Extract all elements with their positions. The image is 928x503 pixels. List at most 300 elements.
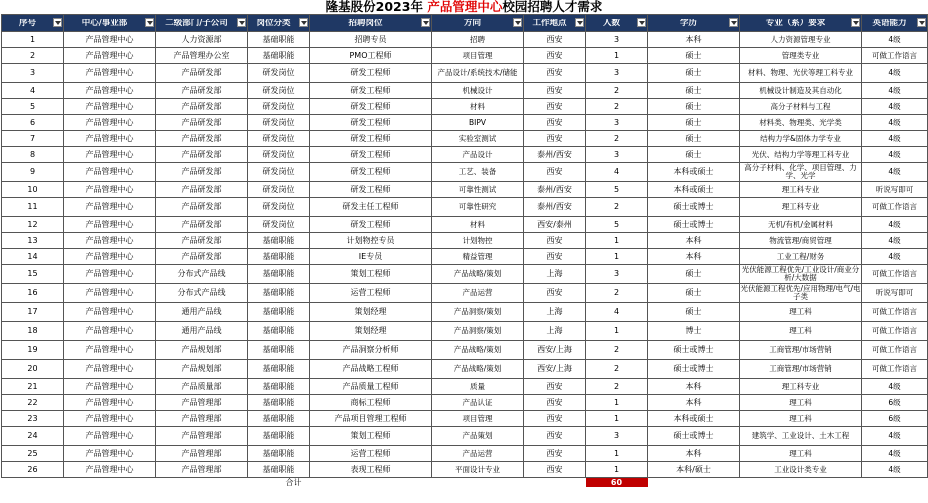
table-cell[interactable]: 产品管理中心 — [64, 265, 156, 284]
table-cell[interactable]: 平面设计专业 — [432, 462, 524, 478]
filter-dropdown-icon[interactable] — [917, 18, 926, 27]
table-cell[interactable]: 产品洞察/策划 — [432, 322, 524, 341]
table-cell[interactable]: 5 — [2, 99, 64, 115]
table-cell[interactable]: 听说写即可 — [862, 284, 928, 303]
table-cell[interactable]: 4级 — [862, 163, 928, 182]
table-cell[interactable]: 产品运营 — [432, 284, 524, 303]
table-cell[interactable]: 通用产品线 — [156, 322, 248, 341]
filter-dropdown-icon[interactable] — [299, 18, 308, 27]
table-cell[interactable]: 策划经理 — [310, 303, 432, 322]
table-cell[interactable]: 研发岗位 — [248, 147, 310, 163]
table-cell[interactable]: 2 — [2, 48, 64, 64]
table-cell[interactable]: 4级 — [862, 379, 928, 395]
table-cell[interactable]: 6级 — [862, 411, 928, 427]
table-cell[interactable]: 17 — [2, 303, 64, 322]
table-cell[interactable]: 研发工程师 — [310, 217, 432, 233]
table-cell[interactable]: 硕士或博士 — [648, 198, 740, 217]
table-cell[interactable]: 研发岗位 — [248, 163, 310, 182]
table-cell[interactable]: 本科 — [648, 379, 740, 395]
table-cell[interactable]: 6级 — [862, 395, 928, 411]
table-cell[interactable]: 本科 — [648, 32, 740, 48]
table-cell[interactable]: 运营工程师 — [310, 446, 432, 462]
table-cell[interactable]: 理工科 — [740, 322, 862, 341]
table-cell[interactable]: 分布式产品线 — [156, 265, 248, 284]
table-cell[interactable]: 理工科专业 — [740, 182, 862, 198]
table-cell[interactable]: 1 — [586, 48, 648, 64]
table-cell[interactable]: 研发岗位 — [248, 217, 310, 233]
table-cell[interactable]: 研发工程师 — [310, 147, 432, 163]
table-cell[interactable]: 策划经理 — [310, 322, 432, 341]
table-cell[interactable]: 研发工程师 — [310, 131, 432, 147]
table-cell[interactable]: 产品规划部 — [156, 341, 248, 360]
table-cell[interactable]: 硕士 — [648, 64, 740, 83]
table-cell[interactable]: 策划工程师 — [310, 265, 432, 284]
table-cell[interactable]: 工商管理/市场营销 — [740, 360, 862, 379]
table-cell[interactable]: 产品管理中心 — [64, 198, 156, 217]
table-cell[interactable]: 研发工程师 — [310, 163, 432, 182]
table-cell[interactable]: 4 — [586, 303, 648, 322]
table-cell[interactable]: 上海 — [524, 303, 586, 322]
table-cell[interactable]: 4级 — [862, 32, 928, 48]
table-cell[interactable]: 研发工程师 — [310, 182, 432, 198]
table-cell[interactable]: 2 — [586, 360, 648, 379]
table-cell[interactable]: 产品管理中心 — [64, 462, 156, 478]
table-cell[interactable]: 4级 — [862, 446, 928, 462]
table-cell[interactable]: 产品管理中心 — [64, 284, 156, 303]
table-cell[interactable]: 西安 — [524, 83, 586, 99]
table-cell[interactable]: 4 — [586, 163, 648, 182]
table-cell[interactable]: 光伏能源工程优先/工业设计/商业分析/大数据 — [740, 265, 862, 284]
table-cell[interactable]: 产品管理中心 — [64, 249, 156, 265]
table-cell[interactable]: 基础职能 — [248, 48, 310, 64]
table-cell[interactable]: 2 — [586, 341, 648, 360]
table-cell[interactable]: 基础职能 — [248, 249, 310, 265]
table-cell[interactable]: 2 — [586, 83, 648, 99]
table-cell[interactable]: 产品管理中心 — [64, 182, 156, 198]
filter-dropdown-icon[interactable] — [53, 18, 62, 27]
table-cell[interactable]: 2 — [586, 99, 648, 115]
table-cell[interactable]: 精益管理 — [432, 249, 524, 265]
table-cell[interactable]: 西安 — [524, 32, 586, 48]
table-cell[interactable]: 西安 — [524, 64, 586, 83]
table-cell[interactable]: 西安 — [524, 163, 586, 182]
table-cell[interactable]: 产品研发部 — [156, 131, 248, 147]
table-cell[interactable]: 听说写即可 — [862, 182, 928, 198]
table-cell[interactable]: 产品管理中心 — [64, 322, 156, 341]
table-cell[interactable]: 光伏、结构力学等理工科专业 — [740, 147, 862, 163]
table-cell[interactable]: 基础职能 — [248, 379, 310, 395]
table-cell[interactable]: 计划物控 — [432, 233, 524, 249]
table-cell[interactable]: 西安 — [524, 411, 586, 427]
table-cell[interactable]: 产品管理中心 — [64, 163, 156, 182]
table-cell[interactable]: 23 — [2, 411, 64, 427]
table-cell[interactable]: 产品运营 — [432, 446, 524, 462]
table-cell[interactable]: 材料、物理、光伏等理工科专业 — [740, 64, 862, 83]
table-cell[interactable]: 4级 — [862, 147, 928, 163]
table-cell[interactable]: 产品管理中心 — [64, 99, 156, 115]
table-cell[interactable]: 3 — [586, 147, 648, 163]
table-cell[interactable]: 机械设计 — [432, 83, 524, 99]
table-cell[interactable]: 产品研发部 — [156, 99, 248, 115]
table-cell[interactable]: 无机/有机/金属材料 — [740, 217, 862, 233]
table-cell[interactable]: 产品管理中心 — [64, 147, 156, 163]
table-cell[interactable]: 1 — [586, 411, 648, 427]
table-cell[interactable]: 基础职能 — [248, 411, 310, 427]
table-cell[interactable]: 3 — [586, 32, 648, 48]
table-cell[interactable]: 西安/泰州 — [524, 217, 586, 233]
table-cell[interactable]: 研发岗位 — [248, 99, 310, 115]
table-cell[interactable]: 产品管理中心 — [64, 379, 156, 395]
table-cell[interactable]: 西安 — [524, 131, 586, 147]
filter-dropdown-icon[interactable] — [637, 18, 646, 27]
table-cell[interactable]: 产品管理部 — [156, 427, 248, 446]
table-cell[interactable]: 本科或硕士 — [648, 163, 740, 182]
table-cell[interactable]: 基础职能 — [248, 341, 310, 360]
table-cell[interactable]: 理工科 — [740, 395, 862, 411]
table-cell[interactable]: 产品策划 — [432, 427, 524, 446]
table-cell[interactable]: 分布式产品线 — [156, 284, 248, 303]
table-cell[interactable]: 人力资源部 — [156, 32, 248, 48]
table-cell[interactable]: 基础职能 — [248, 322, 310, 341]
summary-total[interactable]: 60 — [586, 478, 648, 488]
table-cell[interactable]: 研发岗位 — [248, 182, 310, 198]
table-cell[interactable]: 招聘专员 — [310, 32, 432, 48]
table-cell[interactable]: 3 — [2, 64, 64, 83]
table-cell[interactable]: 产品管理办公室 — [156, 48, 248, 64]
table-cell[interactable]: 产品战略/策划 — [432, 360, 524, 379]
table-cell[interactable]: 硕士 — [648, 131, 740, 147]
table-cell[interactable]: 西安 — [524, 233, 586, 249]
table-cell[interactable]: 产品研发部 — [156, 198, 248, 217]
table-cell[interactable]: 硕士 — [648, 147, 740, 163]
table-cell[interactable]: 可做工作语言 — [862, 322, 928, 341]
table-cell[interactable]: 产品管理中心 — [64, 64, 156, 83]
table-cell[interactable]: 产品管理中心 — [64, 360, 156, 379]
table-cell[interactable]: 5 — [586, 217, 648, 233]
table-cell[interactable]: 产品洞察/策划 — [432, 303, 524, 322]
table-cell[interactable]: 硕士或博士 — [648, 217, 740, 233]
table-cell[interactable]: 4级 — [862, 249, 928, 265]
table-cell[interactable]: 基础职能 — [248, 360, 310, 379]
table-cell[interactable]: 4级 — [862, 64, 928, 83]
table-cell[interactable]: 11 — [2, 198, 64, 217]
table-cell[interactable]: 产品项目管理工程师 — [310, 411, 432, 427]
table-cell[interactable]: 人力资源管理专业 — [740, 32, 862, 48]
table-cell[interactable]: 可做工作语言 — [862, 341, 928, 360]
table-cell[interactable]: 本科/硕士 — [648, 462, 740, 478]
table-cell[interactable]: 3 — [586, 265, 648, 284]
table-cell[interactable]: 研发岗位 — [248, 131, 310, 147]
table-cell[interactable]: 硕士 — [648, 265, 740, 284]
table-cell[interactable]: 1 — [586, 446, 648, 462]
table-cell[interactable]: 产品质量部 — [156, 379, 248, 395]
table-cell[interactable]: 基础职能 — [248, 303, 310, 322]
table-cell[interactable]: 硕士或博士 — [648, 360, 740, 379]
table-cell[interactable]: 工业设计类专业 — [740, 462, 862, 478]
table-cell[interactable]: 2 — [586, 198, 648, 217]
table-cell[interactable]: 产品管理部 — [156, 411, 248, 427]
table-cell[interactable]: 4级 — [862, 427, 928, 446]
table-cell[interactable]: 硕士 — [648, 284, 740, 303]
table-cell[interactable]: 理工科专业 — [740, 379, 862, 395]
table-cell[interactable]: 本科 — [648, 249, 740, 265]
table-cell[interactable]: 计划物控专员 — [310, 233, 432, 249]
table-cell[interactable]: 硕士 — [648, 48, 740, 64]
table-cell[interactable]: 本科 — [648, 395, 740, 411]
table-cell[interactable]: 9 — [2, 163, 64, 182]
table-cell[interactable]: 1 — [586, 462, 648, 478]
table-cell[interactable]: 产品研发部 — [156, 233, 248, 249]
table-cell[interactable]: 西安 — [524, 395, 586, 411]
table-cell[interactable]: 4级 — [862, 115, 928, 131]
table-cell[interactable]: 可靠性测试 — [432, 182, 524, 198]
table-cell[interactable]: 质量 — [432, 379, 524, 395]
table-cell[interactable]: IE专员 — [310, 249, 432, 265]
table-cell[interactable]: 理工科 — [740, 303, 862, 322]
table-cell[interactable]: 通用产品线 — [156, 303, 248, 322]
table-cell[interactable]: 产品研发部 — [156, 249, 248, 265]
table-cell[interactable]: 产品管理中心 — [64, 411, 156, 427]
table-cell[interactable]: 研发岗位 — [248, 198, 310, 217]
table-cell[interactable]: 工商管理/市场营销 — [740, 341, 862, 360]
table-cell[interactable]: 硕士或博士 — [648, 427, 740, 446]
table-cell[interactable]: 西安 — [524, 446, 586, 462]
table-cell[interactable]: 产品研发部 — [156, 163, 248, 182]
table-cell[interactable]: 4级 — [862, 462, 928, 478]
table-cell[interactable]: 西安 — [524, 379, 586, 395]
table-cell[interactable]: 22 — [2, 395, 64, 411]
table-cell[interactable]: 可做工作语言 — [862, 265, 928, 284]
table-cell[interactable]: 产品规划部 — [156, 360, 248, 379]
table-cell[interactable]: 实验室测试 — [432, 131, 524, 147]
filter-dropdown-icon[interactable] — [421, 18, 430, 27]
table-cell[interactable]: 西安 — [524, 249, 586, 265]
table-cell[interactable]: 基础职能 — [248, 446, 310, 462]
table-cell[interactable]: 研发工程师 — [310, 99, 432, 115]
table-cell[interactable]: 产品管理中心 — [64, 83, 156, 99]
table-cell[interactable]: 产品管理中心 — [64, 427, 156, 446]
table-row — [2, 411, 928, 427]
table-cell[interactable]: 基础职能 — [248, 427, 310, 446]
table-cell[interactable]: 产品研发部 — [156, 83, 248, 99]
table-cell[interactable]: 产品设计 — [432, 147, 524, 163]
table-cell[interactable]: 硕士 — [648, 115, 740, 131]
table-cell[interactable]: 1 — [586, 395, 648, 411]
table-cell[interactable]: 15 — [2, 265, 64, 284]
table-cell[interactable]: 基础职能 — [248, 32, 310, 48]
table-cell[interactable]: 7 — [2, 131, 64, 147]
table-cell[interactable]: 产品战略/策划 — [432, 341, 524, 360]
table-cell[interactable]: 硕士或博士 — [648, 341, 740, 360]
table-cell[interactable]: 产品管理中心 — [64, 341, 156, 360]
table-cell[interactable]: 西安 — [524, 284, 586, 303]
table-cell[interactable]: 基础职能 — [248, 462, 310, 478]
table-cell[interactable]: 产品质量工程师 — [310, 379, 432, 395]
table-cell[interactable]: 博士 — [648, 322, 740, 341]
table-cell[interactable]: 研发工程师 — [310, 64, 432, 83]
table-cell[interactable]: 西安 — [524, 99, 586, 115]
table-cell[interactable]: 项目管理 — [432, 48, 524, 64]
table-cell[interactable]: 材料 — [432, 217, 524, 233]
table-cell[interactable]: 泰州/西安 — [524, 198, 586, 217]
table-cell[interactable]: 建筑学、工业设计、土木工程 — [740, 427, 862, 446]
table-cell[interactable]: 泰州/西安 — [524, 182, 586, 198]
table-cell[interactable]: 4级 — [862, 233, 928, 249]
column-header — [64, 15, 156, 32]
table-cell[interactable]: 基础职能 — [248, 233, 310, 249]
table-cell[interactable]: 本科 — [648, 233, 740, 249]
table-cell[interactable]: 产品战略工程师 — [310, 360, 432, 379]
table-cell[interactable]: 研发岗位 — [248, 83, 310, 99]
table-cell[interactable]: 硕士 — [648, 303, 740, 322]
table-cell[interactable]: 可靠性研究 — [432, 198, 524, 217]
table-cell[interactable]: 产品管理中心 — [64, 217, 156, 233]
table-cell[interactable]: 18 — [2, 322, 64, 341]
table-cell[interactable]: 可做工作语言 — [862, 48, 928, 64]
table-cell[interactable]: 西安 — [524, 48, 586, 64]
table-cell[interactable]: 硕士 — [648, 83, 740, 99]
table-cell[interactable]: 10 — [2, 182, 64, 198]
table-cell[interactable]: 光伏能源工程优先/应用物理/电气/电子类 — [740, 284, 861, 301]
table-cell[interactable]: 产品管理中心 — [64, 233, 156, 249]
table-cell[interactable]: 基础职能 — [248, 284, 310, 303]
table-cell[interactable]: 产品管理中心 — [64, 303, 156, 322]
table-cell[interactable]: 16 — [2, 284, 64, 303]
filter-dropdown-icon[interactable] — [851, 18, 860, 27]
table-cell[interactable]: 21 — [2, 379, 64, 395]
table-cell[interactable]: 西安/上海 — [524, 360, 586, 379]
table-cell[interactable]: 泰州/西安 — [524, 147, 586, 163]
table-cell[interactable]: 运营工程师 — [310, 284, 432, 303]
table-cell[interactable]: 招聘 — [432, 32, 524, 48]
table-cell[interactable]: 高分子材料、化学、项目管理、力学、光学 — [740, 163, 862, 182]
table-cell[interactable]: 理工科专业 — [740, 198, 862, 217]
table-cell[interactable]: 理工科 — [740, 446, 862, 462]
table-cell[interactable]: 1 — [586, 322, 648, 341]
table-cell[interactable]: 产品管理中心 — [64, 395, 156, 411]
table-cell[interactable]: 理工科 — [740, 411, 862, 427]
table-cell[interactable]: 基础职能 — [248, 395, 310, 411]
table-cell[interactable]: 西安 — [524, 115, 586, 131]
table-cell[interactable]: 1 — [2, 32, 64, 48]
table-cell[interactable]: 2 — [586, 284, 648, 303]
table-cell[interactable]: 策划工程师 — [310, 427, 432, 446]
table-cell[interactable]: 8 — [2, 147, 64, 163]
table-cell[interactable]: 研发岗位 — [248, 64, 310, 83]
table-cell[interactable]: 结构力学&固体力学专业 — [740, 131, 862, 147]
table-cell[interactable]: 产品设计/系统技术/储能 — [432, 64, 524, 83]
table-cell[interactable]: 上海 — [524, 265, 586, 284]
table-cell[interactable]: 4级 — [862, 83, 928, 99]
table-cell[interactable]: 24 — [2, 427, 64, 446]
filter-dropdown-icon[interactable] — [513, 18, 522, 27]
table-cell[interactable]: 机械设计制造及其自动化 — [740, 83, 862, 99]
table-cell[interactable]: 产品管理中心 — [64, 131, 156, 147]
table-cell[interactable]: 研发岗位 — [248, 115, 310, 131]
table-cell[interactable]: 工艺、装备 — [432, 163, 524, 182]
table-cell[interactable]: 材料 — [432, 99, 524, 115]
table-cell[interactable]: 本科或硕士 — [648, 182, 740, 198]
table-cell[interactable]: 14 — [2, 249, 64, 265]
table-cell[interactable]: 产品研发部 — [156, 64, 248, 83]
table-cell[interactable]: 3 — [586, 64, 648, 83]
table-cell[interactable]: 6 — [2, 115, 64, 131]
table-cell[interactable]: 商标工程师 — [310, 395, 432, 411]
table-cell[interactable]: PMO工程师 — [310, 48, 432, 64]
table-cell[interactable]: 研发工程师 — [310, 115, 432, 131]
table-cell[interactable]: 产品认证 — [432, 395, 524, 411]
table-cell[interactable]: 4级 — [862, 131, 928, 147]
table-cell[interactable]: 产品管理中心 — [64, 48, 156, 64]
table-cell[interactable]: 4级 — [862, 99, 928, 115]
table-cell[interactable]: 高分子材料与工程 — [740, 99, 862, 115]
table-cell[interactable]: 产品管理部 — [156, 462, 248, 478]
table-cell[interactable]: 管理类专业 — [740, 48, 862, 64]
table-cell[interactable]: 19 — [2, 341, 64, 360]
table-cell[interactable]: 基础职能 — [248, 265, 310, 284]
table-cell[interactable]: 产品研发部 — [156, 147, 248, 163]
table-cell[interactable]: 表现工程师 — [310, 462, 432, 478]
table-cell[interactable]: 研发主任工程师 — [310, 198, 432, 217]
table-cell[interactable]: 1 — [586, 249, 648, 265]
table-cell[interactable]: 产品管理中心 — [64, 115, 156, 131]
filter-dropdown-icon[interactable] — [145, 18, 154, 27]
table-cell[interactable]: 产品管理中心 — [64, 446, 156, 462]
table-cell[interactable]: 20 — [2, 360, 64, 379]
table-cell[interactable]: 可做工作语言 — [862, 360, 928, 379]
table-cell[interactable]: 12 — [2, 217, 64, 233]
table-cell[interactable]: 3 — [586, 115, 648, 131]
table-cell[interactable]: 产品管理中心 — [64, 32, 156, 48]
table-cell[interactable]: 物流管理/商贸管理 — [740, 233, 862, 249]
filter-dropdown-icon[interactable] — [575, 18, 584, 27]
table-cell[interactable]: 可做工作语言 — [862, 198, 928, 217]
table-cell[interactable]: 产品研发部 — [156, 217, 248, 233]
table-cell[interactable]: 产品洞察分析师 — [310, 341, 432, 360]
table-cell[interactable]: 13 — [2, 233, 64, 249]
table-cell[interactable]: 可做工作语言 — [862, 303, 928, 322]
table-cell[interactable]: 西安 — [524, 462, 586, 478]
table-cell[interactable]: 3 — [586, 427, 648, 446]
table-cell[interactable]: 25 — [2, 446, 64, 462]
table-cell[interactable]: 产品管理部 — [156, 446, 248, 462]
table-cell[interactable]: 4级 — [862, 217, 928, 233]
table-cell[interactable]: 上海 — [524, 322, 586, 341]
table-cell[interactable]: 硕士 — [648, 99, 740, 115]
table-cell[interactable]: 产品研发部 — [156, 182, 248, 198]
table-cell[interactable]: 产品战略/策划 — [432, 265, 524, 284]
table-cell[interactable]: 项目管理 — [432, 411, 524, 427]
table-cell[interactable]: 研发工程师 — [310, 83, 432, 99]
table-cell[interactable]: 产品研发部 — [156, 115, 248, 131]
table-cell[interactable]: 本科或硕士 — [648, 411, 740, 427]
table-cell[interactable]: 西安/上海 — [524, 341, 586, 360]
table-cell[interactable]: 2 — [586, 379, 648, 395]
filter-dropdown-icon[interactable] — [729, 18, 738, 27]
table-cell[interactable]: 4 — [2, 83, 64, 99]
table-cell[interactable]: 材料类、物理类、光学类 — [740, 115, 862, 131]
table-cell[interactable]: 产品管理部 — [156, 395, 248, 411]
table-cell[interactable]: 5 — [586, 182, 648, 198]
table-cell[interactable]: BIPV — [432, 115, 524, 131]
table-cell[interactable]: 26 — [2, 462, 64, 478]
table-cell[interactable]: 工业工程/财务 — [740, 249, 862, 265]
filter-dropdown-icon[interactable] — [237, 18, 246, 27]
table-cell[interactable]: 1 — [586, 233, 648, 249]
table-cell[interactable]: 本科 — [648, 446, 740, 462]
table-cell[interactable]: 西安 — [524, 427, 586, 446]
table-cell[interactable]: 2 — [586, 131, 648, 147]
